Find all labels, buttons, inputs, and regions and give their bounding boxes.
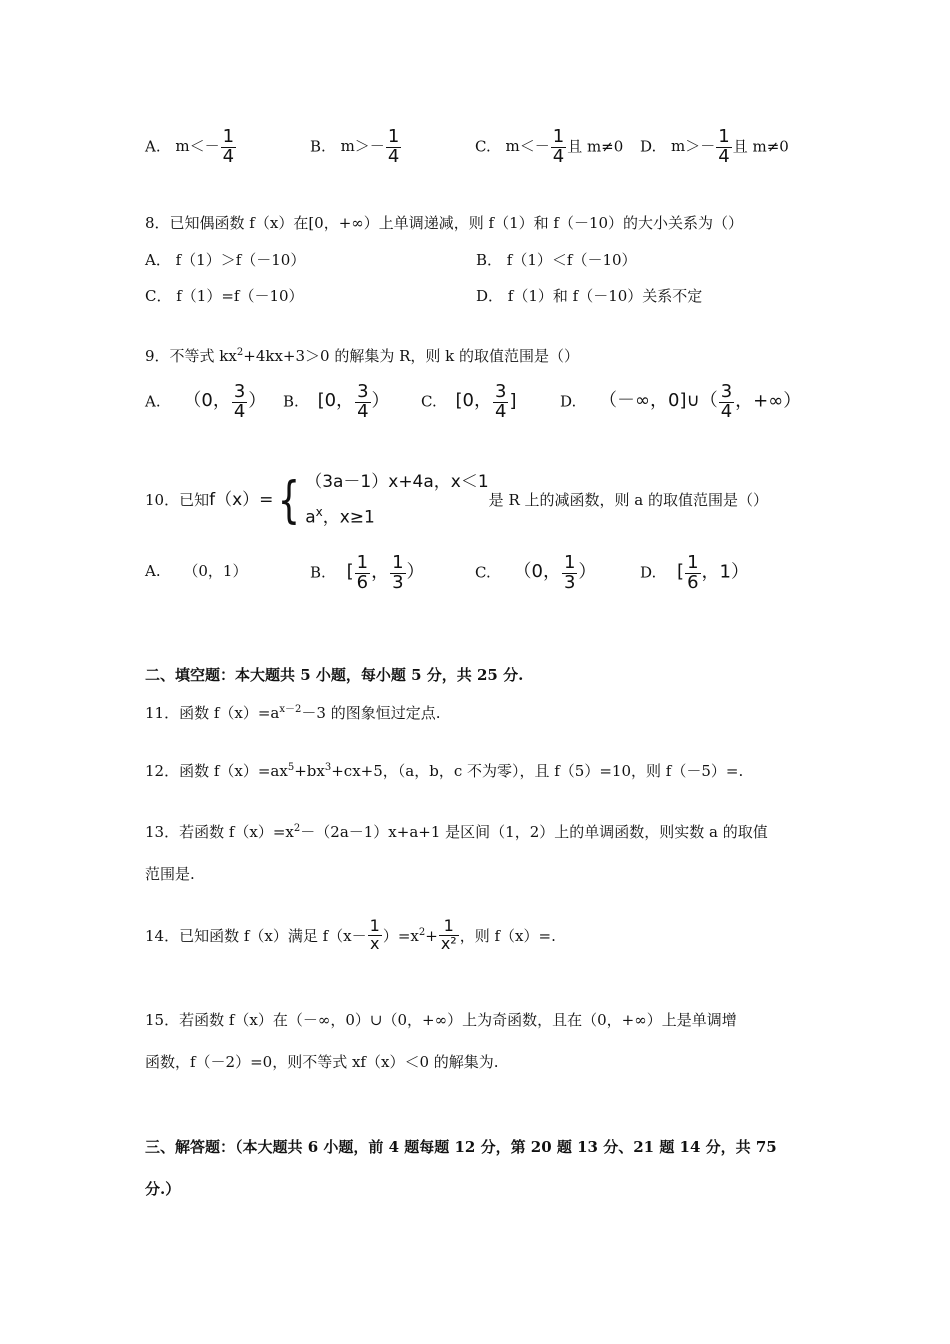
q15-line-1: 15．若函数 f（x）在（－∞，0）∪（0，+∞）上为奇函数，且在（0，+∞）上是单调增 bbox=[145, 1011, 737, 1029]
option-text: （0，1） bbox=[183, 562, 248, 580]
q7-option-a bbox=[145, 128, 237, 167]
q7-option-c bbox=[475, 128, 623, 167]
q9-option-b bbox=[283, 383, 390, 422]
option-label: B. bbox=[310, 137, 326, 156]
question-text: +bx bbox=[294, 762, 325, 780]
q7-option-b bbox=[310, 128, 402, 167]
numerator: 1 bbox=[687, 552, 699, 573]
fraction bbox=[232, 383, 247, 422]
denominator: 4 bbox=[494, 400, 507, 422]
q9-stem bbox=[145, 345, 579, 366]
denominator: 4 bbox=[718, 145, 730, 167]
q8-option-d: D． f（1）和 f（－10）关系不定 bbox=[476, 287, 703, 305]
option-text: ， bbox=[371, 561, 390, 583]
option-label: B. bbox=[283, 392, 299, 411]
numerator: 1 bbox=[718, 126, 730, 147]
option-text: （0， bbox=[183, 390, 231, 412]
option-suffix: ] bbox=[509, 390, 517, 412]
option-label: A. bbox=[145, 137, 161, 156]
q10-option-c bbox=[475, 554, 596, 593]
function-name: f（x）= bbox=[209, 489, 274, 510]
q12 bbox=[145, 760, 743, 781]
section-3-title-line-2: 分.） bbox=[145, 1180, 181, 1198]
denominator: 3 bbox=[392, 571, 404, 593]
fraction bbox=[439, 918, 459, 953]
option-text: m＞－ bbox=[671, 137, 716, 156]
superscript: x－2 bbox=[279, 704, 302, 715]
option-suffix: ） bbox=[406, 561, 425, 583]
fraction bbox=[562, 554, 577, 593]
fraction bbox=[221, 128, 236, 167]
q8-option-c: C． f（1）=f（－10） bbox=[145, 287, 304, 305]
case-2 bbox=[305, 497, 488, 533]
option-text: [ bbox=[677, 561, 685, 583]
fraction bbox=[716, 128, 731, 167]
fraction bbox=[551, 128, 566, 167]
option-suffix: ） bbox=[248, 390, 267, 412]
question-text: －3 的图象恒过定点. bbox=[301, 704, 441, 722]
option-text: m＜－ bbox=[175, 137, 220, 156]
numerator: 1 bbox=[563, 552, 576, 573]
option-label: C. bbox=[421, 392, 437, 411]
option-suffix: ，1） bbox=[701, 561, 749, 583]
denominator: 6 bbox=[687, 571, 699, 593]
option-label: A. bbox=[145, 562, 161, 580]
section-2-title: 二、填空题：本大题共 5 小题，每小题 5 分，共 25 分. bbox=[145, 666, 524, 684]
question-text: ，则 f（x）=. bbox=[459, 926, 556, 945]
option-label: D. bbox=[640, 563, 657, 582]
q14 bbox=[145, 918, 556, 953]
option-label: C. bbox=[475, 137, 491, 156]
brace-symbol: { bbox=[278, 470, 301, 529]
fraction bbox=[368, 918, 382, 953]
fraction bbox=[355, 554, 370, 593]
option-text: [0， bbox=[317, 390, 355, 412]
stem-text: +4kx+3＞0 的解集为 R，则 k 的取值范围是（） bbox=[243, 347, 580, 365]
option-label: D. bbox=[640, 137, 657, 156]
denominator: 4 bbox=[720, 400, 733, 422]
piecewise-cases bbox=[305, 467, 488, 533]
q7-option-d bbox=[640, 128, 789, 167]
numerator: 1 bbox=[392, 552, 404, 573]
fraction bbox=[390, 554, 405, 593]
numerator: 1 bbox=[387, 126, 400, 147]
option-text: （－∞，0]∪（ bbox=[599, 390, 718, 412]
q10-option-b bbox=[310, 554, 425, 593]
fraction bbox=[355, 383, 370, 422]
denominator: x bbox=[370, 933, 380, 953]
numerator: 3 bbox=[720, 381, 733, 402]
denominator: 3 bbox=[563, 571, 576, 593]
q8-option-a: A． f（1）＞f（－10） bbox=[145, 251, 306, 269]
fraction bbox=[493, 383, 508, 422]
denominator: 4 bbox=[222, 145, 235, 167]
option-label: C. bbox=[475, 563, 491, 582]
q13-line-1 bbox=[145, 821, 768, 842]
q8-stem: 8．已知偶函数 f（x）在[0，+∞）上单调递减，则 f（1）和 f（－10）的大小关系为（） bbox=[145, 214, 744, 232]
question-text: ）=x bbox=[382, 926, 419, 945]
q10-option-d bbox=[640, 554, 749, 593]
denominator: 4 bbox=[357, 400, 369, 422]
numerator: 1 bbox=[439, 918, 459, 936]
q8-option-b: B． f（1）＜f（－10） bbox=[476, 251, 637, 269]
fraction bbox=[685, 554, 700, 593]
fraction bbox=[719, 383, 734, 422]
numerator: 1 bbox=[369, 916, 380, 935]
numerator: 1 bbox=[222, 126, 235, 147]
q10-stem bbox=[145, 467, 768, 533]
denominator: 4 bbox=[387, 145, 400, 167]
stem-text: 10．已知 bbox=[145, 491, 210, 510]
option-text: m＜－ bbox=[505, 137, 550, 156]
numerator: 1 bbox=[552, 126, 565, 147]
option-label: A. bbox=[145, 392, 161, 411]
q13-line-2: 范围是. bbox=[145, 865, 195, 883]
q15-line-2: 函数，f（－2）=0，则不等式 xf（x）＜0 的解集为. bbox=[145, 1053, 499, 1071]
option-suffix: 且 m≠0 bbox=[567, 137, 624, 156]
option-suffix: ） bbox=[578, 561, 597, 583]
superscript: 2 bbox=[236, 347, 244, 358]
numerator: 3 bbox=[494, 381, 507, 402]
option-suffix: ） bbox=[371, 390, 390, 412]
option-text: [ bbox=[346, 561, 354, 583]
superscript: 2 bbox=[293, 823, 301, 834]
question-text: + bbox=[425, 926, 438, 945]
denominator: 4 bbox=[233, 400, 246, 422]
denominator: x² bbox=[440, 933, 457, 953]
section-3-title-line-1: 三、解答题：（本大题共 6 小题，前 4 题每题 12 分，第 20 题 13 分、21 题 14 分，共 75 bbox=[145, 1138, 777, 1156]
numerator: 3 bbox=[357, 381, 369, 402]
q9-option-a bbox=[145, 383, 266, 422]
option-text: m＞－ bbox=[340, 137, 385, 156]
denominator: 4 bbox=[552, 145, 565, 167]
question-text: 11．函数 f（x）=a bbox=[145, 704, 280, 722]
denominator: 6 bbox=[356, 571, 369, 593]
option-suffix: ，+∞） bbox=[735, 390, 802, 412]
question-text: 13．若函数 f（x）=x bbox=[145, 823, 294, 841]
fraction bbox=[386, 128, 401, 167]
option-suffix: 且 m≠0 bbox=[732, 137, 789, 156]
question-text: +cx+5，（a，b，c 不为零），且 f（5）=10，则 f（－5）=. bbox=[331, 762, 744, 780]
stem-text: 是 R 上的减函数，则 a 的取值范围是（） bbox=[488, 491, 768, 510]
superscript: 3 bbox=[324, 762, 332, 773]
case-2-exponent: x bbox=[315, 505, 323, 519]
case-2-condition: ，x≥1 bbox=[322, 507, 375, 528]
question-text: －（2a－1）x+a+1 是区间（1，2）上的单调函数，则实数 a 的取值 bbox=[300, 823, 768, 841]
question-text: 12．函数 f（x）=ax bbox=[145, 762, 288, 780]
option-label: D. bbox=[560, 392, 577, 411]
superscript: 5 bbox=[287, 762, 295, 773]
option-text: [0， bbox=[455, 390, 492, 412]
q9-option-d bbox=[560, 383, 801, 422]
q10-option-a bbox=[145, 560, 247, 581]
superscript: 2 bbox=[418, 926, 426, 938]
numerator: 3 bbox=[233, 381, 246, 402]
q9-option-c bbox=[421, 383, 516, 422]
numerator: 1 bbox=[356, 552, 369, 573]
option-label: B. bbox=[310, 563, 326, 582]
q11 bbox=[145, 700, 441, 723]
question-text: 14．已知函数 f（x）满足 f（x－ bbox=[145, 926, 367, 945]
question-text bbox=[383, 925, 438, 946]
case-1: （3a－1）x+4a，x＜1 bbox=[305, 472, 489, 492]
stem-text: 9．不等式 kx bbox=[145, 347, 237, 365]
option-text: （0， bbox=[513, 561, 561, 583]
case-2-base: a bbox=[305, 507, 316, 528]
